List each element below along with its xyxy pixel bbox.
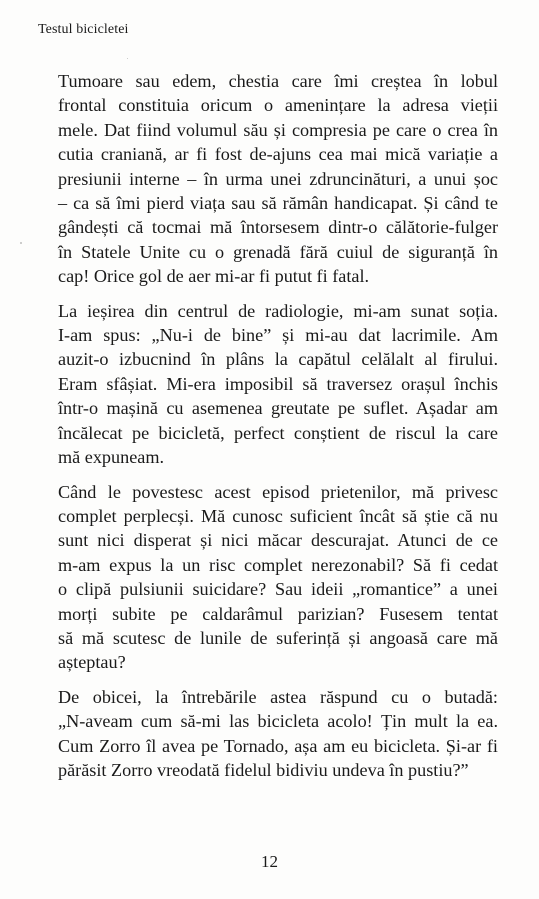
scan-speck xyxy=(127,58,128,59)
text-line: De obicei, la întrebările astea răspund cu o butadă: xyxy=(58,686,498,707)
text-line: m-am expus la un risc complet nerezonabil? Să fi cedat xyxy=(58,554,498,575)
scan-speck xyxy=(20,242,22,244)
text-line: frontal constituia oricum o amenințare la adresa vieții xyxy=(58,95,498,116)
text-line: gândești că tocmai mă întorsesem dintr-o călătorie-fulger xyxy=(58,217,498,238)
text-line: „N-aveam cum să-mi las bicicleta acolo! Țin mult la ea. xyxy=(58,711,498,732)
text-line: – ca să îmi pierd viața sau să rămân handicapat. Și când te xyxy=(58,193,498,214)
text-line: auzit-o izbucnind în plâns la capătul celălalt al firului. xyxy=(58,349,498,370)
text-line: în Statele Unite cu o grenadă fără cuiul de siguranță în xyxy=(58,241,498,262)
text-line: mă expuneam. xyxy=(58,447,165,468)
page-number: 12 xyxy=(261,852,278,871)
paragraph-1 xyxy=(58,69,498,289)
text-line: Când le povestesc acest episod prietenilor, mă privesc xyxy=(58,481,498,502)
paragraph-2 xyxy=(58,299,498,470)
paragraph-4 xyxy=(58,685,498,783)
text-line: Eram sfâșiat. Mi-era imposibil să traversez orașul închis xyxy=(58,373,498,394)
text-line: Cum Zorro îl avea pe Tornado, așa am eu bicicleta. Și-ar fi xyxy=(58,735,498,756)
text-line: cutia craniană, ar fi fost de-ajuns cea mai mică variație a xyxy=(58,144,498,165)
text-line: mele. Dat fiind volumul său și compresia pe care o crea în xyxy=(58,119,498,140)
text-line: sunt nici disperat și nici măcar descurajat. Atunci de ce xyxy=(58,530,498,551)
text-line: să mă scutesc de lunile de suferință și angoasă care mă xyxy=(58,627,498,648)
text-line: La ieșirea din centrul de radiologie, mi-am sunat soția. xyxy=(58,300,498,321)
text-line: presiunii interne – în urma unei zdruncinături, a unui șoc xyxy=(58,168,498,189)
running-header: Testul bicicletei xyxy=(38,22,129,37)
body-text xyxy=(58,69,498,782)
paragraph-3 xyxy=(58,480,498,675)
text-line: așteptau? xyxy=(58,652,126,673)
text-line: I-am spus: „Nu-i de bine” și mi-au dat lacrimile. Am xyxy=(58,325,498,346)
text-line: într-o mașină cu asemenea greutate pe suflet. Așadar am xyxy=(58,398,498,419)
text-line: Tumoare sau edem, chestia care îmi creștea în lobul xyxy=(58,71,498,91)
text-line: morți subite pe caldarâmul parizian? Fusesem tentat xyxy=(58,603,498,624)
text-line: cap! Orice gol de aer mi-ar fi putut fi fatal. xyxy=(58,266,370,287)
text-line: încălecat pe bicicletă, perfect conștient de riscul la care xyxy=(58,422,498,443)
text-line: părăsit Zorro vreodată fidelul bidiviu undeva în pustiu?” xyxy=(58,759,469,780)
text-line: o clipă pulsiunii suicidare? Sau ideii „romantice” a unei xyxy=(58,579,498,600)
text-line: complet perplecși. Mă cunosc suficient încât să știe că nu xyxy=(58,505,498,526)
